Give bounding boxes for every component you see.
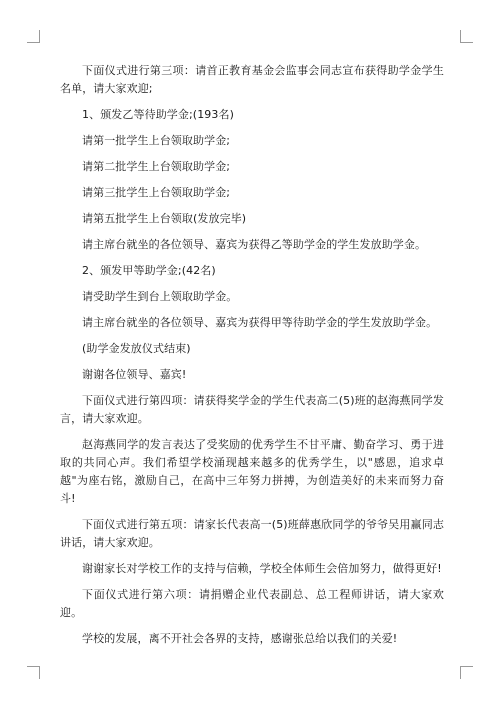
paragraph: 请主席台就坐的各位领导、嘉宾为获得甲等待助学金的学生发放助学金。 — [82, 316, 438, 329]
paragraph: 谢谢各位领导、嘉宾! — [82, 368, 187, 381]
paragraph: 赵海燕同学的发言表达了受奖励的优秀学生不甘平庸、勤奋学习、勇于进取的共同心声。我们希望学校涌现越来越多的优秀学生，以"感恩，追求卓越"为座右铭，激励自己，在高中三年努力拼搏，为创造美好的未来而努力奋斗! — [60, 438, 444, 505]
paragraph: 请主席台就坐的各位领导、嘉宾为获得乙等助学金的学生发放助学金。 — [82, 238, 427, 251]
paragraph: 2、颁发甲等助学金;(42名) — [82, 264, 216, 277]
paragraph: 1、颁发乙等待助学金;(193名) — [82, 108, 234, 121]
paragraph: (助学金发放仪式结束) — [82, 342, 191, 355]
paragraph: 下面仪式进行第四项：请获得奖学金的学生代表高二(5)班的赵海燕同学发言，请大家欢迎。 — [60, 394, 444, 425]
paragraph: 请第三批学生上台领取助学金; — [82, 186, 231, 199]
paragraph: 请第一批学生上台领取助学金; — [82, 134, 231, 147]
paragraph: 请第二批学生上台领取助学金; — [82, 160, 231, 173]
paragraph: 请第五批学生上台领取(发放完毕) — [82, 212, 247, 225]
crop-mark-bottom-left — [27, 666, 40, 679]
document-body — [60, 62, 444, 656]
paragraph: 下面仪式进行第三项：请首正教育基金会监事会同志宣布获得助学金学生名单，请大家欢迎; — [60, 64, 444, 95]
crop-mark-bottom-right — [460, 666, 473, 679]
crop-mark-top-left — [27, 30, 40, 43]
paragraph: 下面仪式进行第五项：请家长代表高一(5)班薛惠欣同学的爷爷吴用赢同志讲话，请大家欢迎。 — [60, 518, 444, 549]
crop-mark-top-right — [460, 30, 473, 43]
paragraph: 谢谢家长对学校工作的支持与信赖，学校全体师生会倍加努力，做得更好! — [82, 562, 442, 575]
paragraph: 请受助学生到台上领取助学金。 — [82, 290, 238, 303]
paragraph: 学校的发展，离不开社会各界的支持，感谢张总给以我们的关爱! — [82, 632, 398, 645]
paragraph: 下面仪式进行第六项：请捐赠企业代表副总、总工程师讲话，请大家欢迎。 — [60, 588, 444, 619]
